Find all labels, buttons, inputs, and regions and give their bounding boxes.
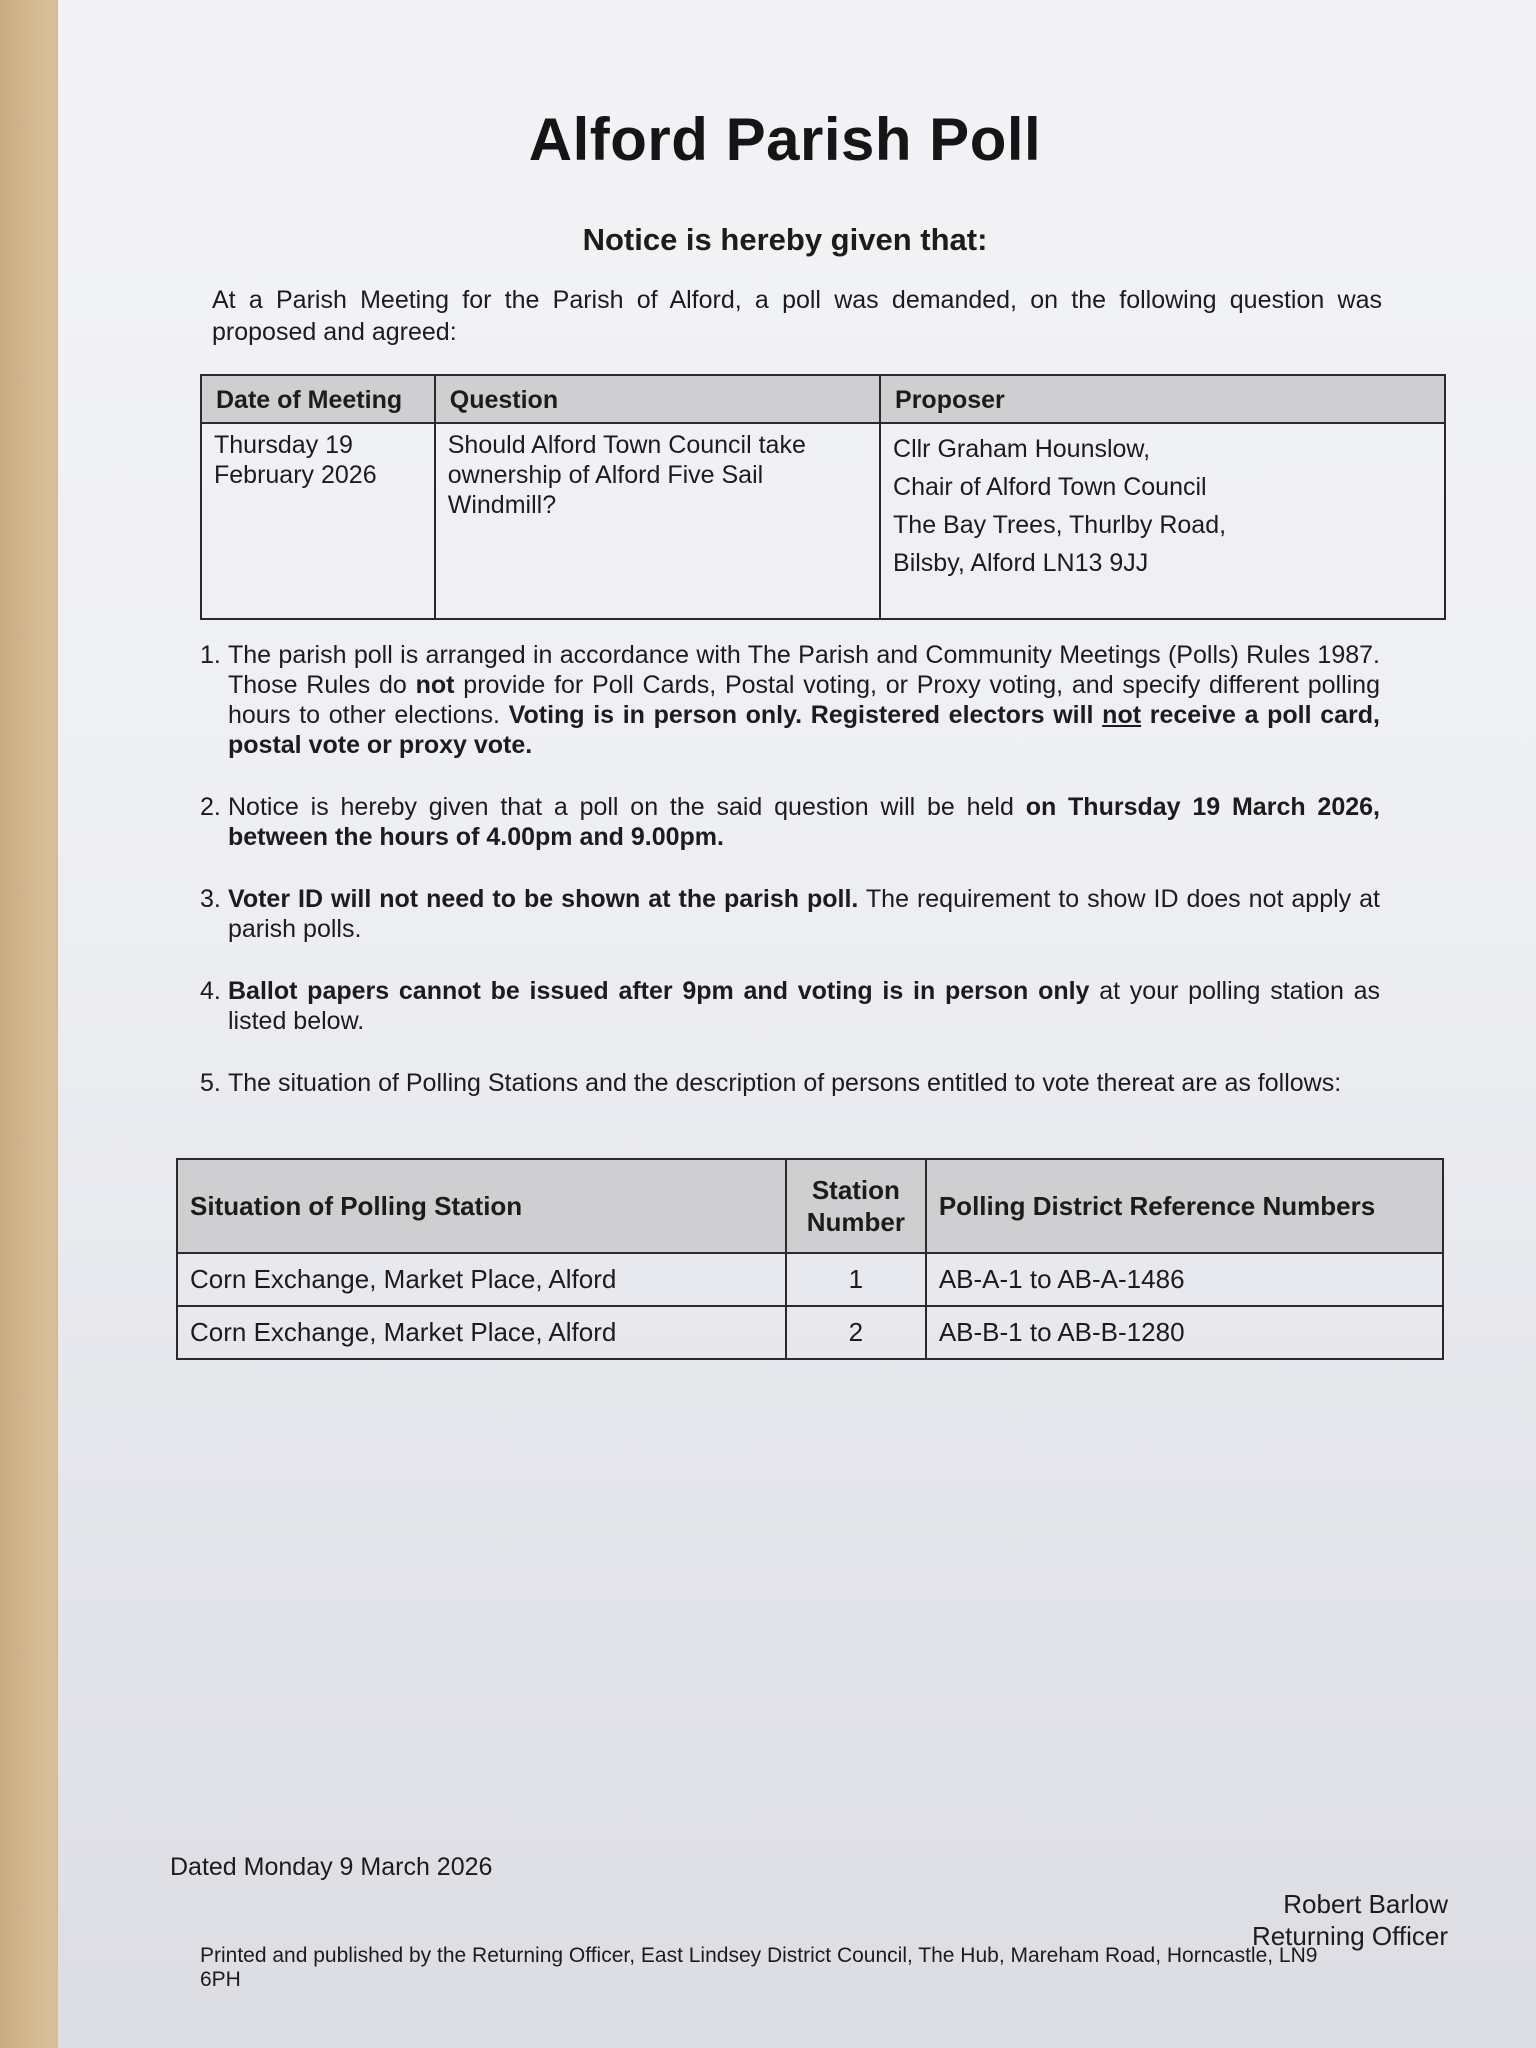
point-emphasis: not (415, 671, 455, 699)
signer-name: Robert Barlow (1283, 1889, 1448, 1919)
table-row (177, 1306, 1443, 1359)
signature-block (1252, 1888, 1448, 1952)
notice-point-5 (180, 1068, 1380, 1098)
proposer-line: The Bay Trees, Thurlby Road, (893, 511, 1227, 539)
point-text: The parish poll is arranged in accordance with The Parish and Community Meetings (Polls) Rules 1987. Those Rules do (228, 641, 1380, 699)
point-emphasis: on Thursday 19 March 2026, between the hours of 4.00pm and 9.00pm. (228, 793, 1380, 851)
point-text: at your polling station as listed below. (228, 977, 1380, 1035)
meeting-date: Thursday 19 February 2026 (201, 423, 435, 619)
point-emphasis: receive a poll card, postal vote or proxy vote. (228, 701, 1380, 759)
point-number: 2. (200, 793, 221, 821)
point-emphasis: Voting is in person only. Registered electors will (508, 701, 1103, 729)
signer-role: Returning Officer (1251, 1921, 1448, 1951)
station-number: 1 (786, 1253, 926, 1306)
point-emphasis: Ballot papers cannot be issued after 9pm and voting is in person only (228, 977, 1090, 1005)
notice-heading: Notice is hereby given that: (582, 222, 988, 257)
table-row (177, 1253, 1443, 1306)
district-refs: AB-B-1 to AB-B-1280 (926, 1306, 1443, 1359)
notice-point-1 (180, 640, 1380, 760)
notice-point-4 (180, 976, 1380, 1036)
proposer-cell (880, 423, 1445, 619)
proposer-line: Cllr Graham Hounslow, (893, 435, 1151, 463)
header-date-of-meeting: Date of Meeting (201, 375, 435, 423)
station-number: 2 (786, 1306, 926, 1359)
point-number: 1. (200, 641, 221, 669)
station-situation: Corn Exchange, Market Place, Alford (177, 1253, 786, 1306)
point-text: The situation of Polling Stations and the description of persons entitled to vote thereat are as follows: (228, 1069, 1342, 1097)
poll-question: Should Alford Town Council take ownership of Alford Five Sail Windmill? (435, 423, 880, 619)
meeting-table-row (201, 423, 1445, 619)
proposer-line: Chair of Alford Town Council (893, 473, 1207, 501)
meeting-table-header (201, 375, 1445, 423)
header-station-number: Station Number (786, 1159, 926, 1253)
header-proposer: Proposer (880, 375, 1445, 423)
point-text: provide for Poll Cards, Postal voting, or Proxy voting, and specify different polling hours to other elections. (228, 671, 1380, 729)
header-district-refs: Polling District Reference Numbers (926, 1159, 1443, 1253)
header-question: Question (435, 375, 880, 423)
notice-point-2 (180, 792, 1380, 852)
intro-paragraph: At a Parish Meeting for the Parish of Alford, a poll was demanded, on the following question was proposed and agreed: (212, 286, 1382, 346)
header-situation: Situation of Polling Station (177, 1159, 786, 1253)
polling-stations-table (176, 1158, 1444, 1360)
notice-point-3 (180, 884, 1380, 944)
point-number: 5. (200, 1069, 221, 1097)
point-emphasis-underlined: not (1102, 701, 1142, 729)
meeting-table (200, 374, 1446, 620)
station-situation: Corn Exchange, Market Place, Alford (177, 1306, 786, 1359)
point-text: Notice is hereby given that a poll on the said question will be held (228, 793, 1026, 821)
imprint-footer: Printed and published by the Returning Officer, East Lindsey District Council, The Hub, Mareham Road, Horncastle, LN9 6PH (200, 1944, 1318, 1991)
notice-points-list (180, 640, 1380, 1130)
point-number: 4. (200, 977, 221, 1005)
proposer-line: Bilsby, Alford LN13 9JJ (893, 549, 1149, 577)
point-number: 3. (200, 885, 221, 913)
stations-table-header (177, 1159, 1443, 1253)
dated-line: Dated Monday 9 March 2026 (170, 1853, 493, 1881)
point-emphasis: Voter ID will not need to be shown at the parish poll. (228, 885, 859, 913)
page-title: Alford Parish Poll (528, 106, 1042, 173)
point-text: The requirement to show ID does not apply at parish polls. (228, 885, 1380, 943)
district-refs: AB-A-1 to AB-A-1486 (926, 1253, 1443, 1306)
